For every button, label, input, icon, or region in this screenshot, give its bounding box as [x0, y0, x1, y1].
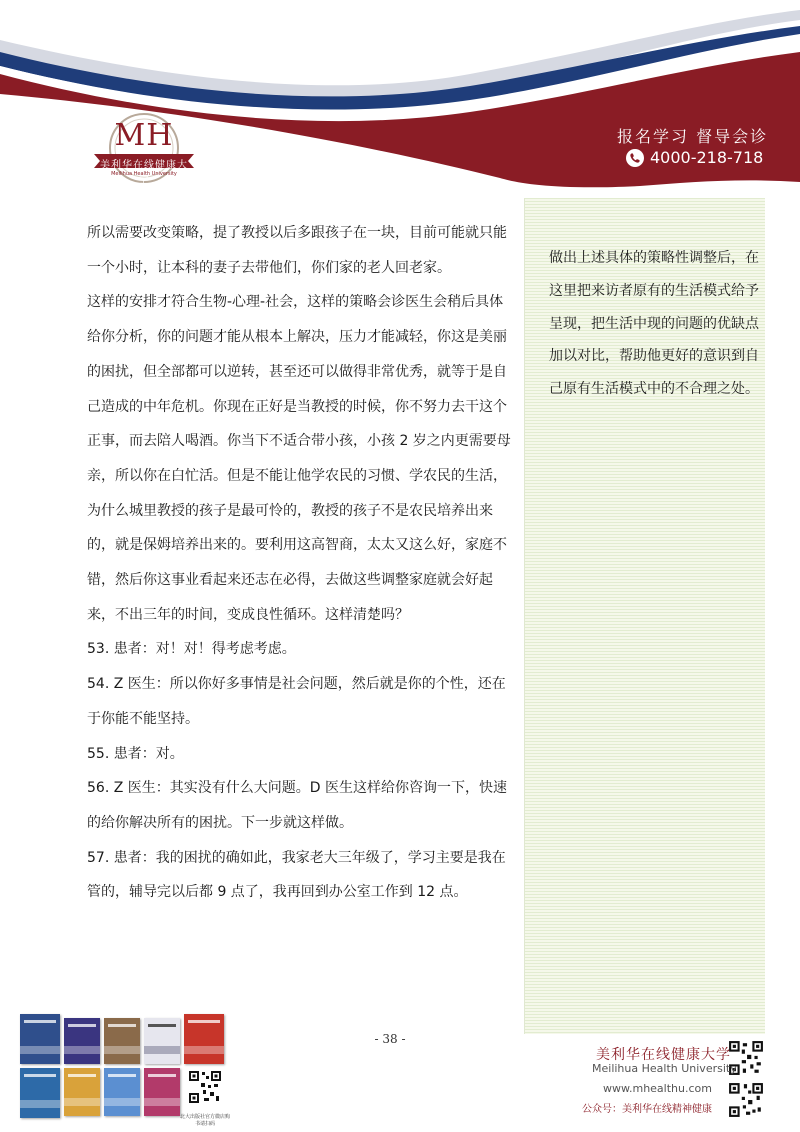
qr-code-icon [728, 1082, 764, 1118]
page-number: - 38 - [374, 1032, 406, 1046]
phone-icon [626, 149, 644, 167]
book-cover [20, 1068, 60, 1118]
qr-code-icon [188, 1070, 222, 1104]
main-text [87, 216, 515, 910]
logo-letters: MH [114, 118, 174, 153]
book-cover [64, 1068, 100, 1116]
paragraph: 54. Z 医生：所以你好多事情是社会问题，然后就是你的个性，还在于你能不能坚持。 [87, 676, 506, 727]
paragraph: 57. 患者：我的困扰的确如此，我家老大三年级了，学习主要是我在管的，辅导完以后都 9 点了，我再回到办公室工作到 12 点。 [87, 849, 506, 901]
footer-url: www.mhealthu.com [603, 1082, 712, 1095]
logo-ribbon-text: 美利华在线健康大学 [100, 160, 188, 186]
footer-org-en: Meilihua Health University [592, 1062, 737, 1075]
footer-org-cn: 美利华在线健康大学 [596, 1047, 731, 1063]
book-cover [64, 1018, 100, 1064]
book-cover [104, 1018, 140, 1064]
sidebar-note-text: 做出上述具体的策略性调整后，在这里把来访者原有的生活模式给予呈现，把生活中现的问题的优缺点加以对比，帮助他更好的意识到自己原有生活模式中的不合理之处。 [549, 250, 759, 398]
paragraph: 56. Z 医生：其实没有什么大问题。D 医生这样给你咨询一下，快速的给你解决所有的困扰。下一步就这样做。 [87, 780, 507, 831]
book-cover [144, 1068, 180, 1116]
header-slogan: 报名学习 督导会诊 [617, 127, 769, 146]
logo-small-text: Meilihua Health University [111, 171, 177, 177]
book-cover [144, 1018, 180, 1064]
phone-number: 4000-218-718 [650, 148, 764, 167]
paragraph: 所以需要改变策略，提了教授以后多跟孩子在一块，目前可能就只能一个小时，让本科的妻子去带他们，你们家的老人回老家。 [87, 225, 507, 276]
header-phone [626, 148, 763, 167]
book-cover [184, 1014, 224, 1064]
qr-caption: 北大出版社官方微店购书请扫码 [180, 1114, 231, 1127]
paragraph: 53. 患者：对！对！得考虑考虑。 [87, 641, 296, 658]
book-cover [20, 1014, 60, 1064]
footer-wechat: 公众号：美利华在线精神健康 [582, 1104, 712, 1115]
paragraph: 这样的安排才符合生物-心理-社会，这样的策略会诊医生会稍后具体给你分析，你的问题才能从根本上解决，压力才能减轻，你这是美丽的困扰，但全部都可以逆转，甚至还可以做得非常优秀，就等于是自己造成的中年危机。你现在正好是当教授的时候，你不努力去干这个正事，而去陪人喝酒。你当下不适合带小孩，小孩 2 岁之内更需要母亲，所以你在白忙活。但是不能让他学农民的习惯、学农民的生活，为什么城里教授的孩子是最可怜的，教授的孩子不是农民培养出来的，就是保姆培养出来的。要利用这高智商，太太又这么好，家庭不错，然后你这事业看起来还志在必得，去做这些调整家庭就会好起来，不出三年的时间，变成良性循环。这样清楚吗？ [87, 294, 511, 623]
paragraph: 55. 患者：对。 [87, 745, 184, 762]
book-cover [104, 1068, 140, 1116]
mh-logo [92, 108, 196, 188]
